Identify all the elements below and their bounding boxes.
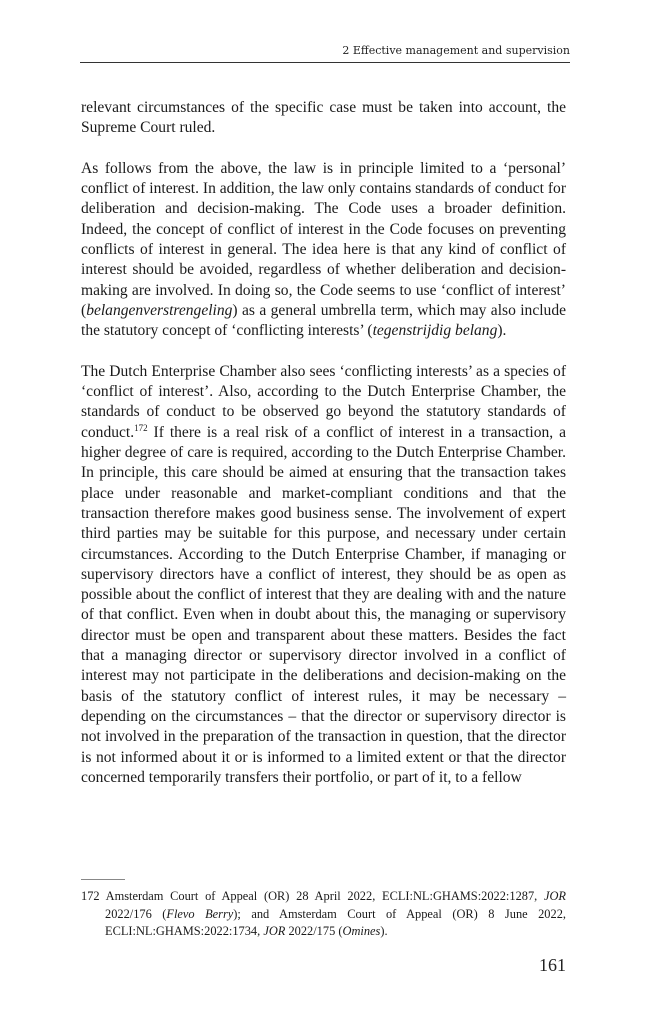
body-text — [81, 98, 566, 808]
italic-text: Omines — [342, 924, 381, 938]
running-head: 2 Effective management and supervision — [342, 44, 570, 57]
italic-text: JOR — [543, 889, 566, 903]
footnote: 172 Amsterdam Court of Appeal (OR) 28 April 2022, ECLI:NL:GHAMS:2022:1287, JOR 2022/176 (Flevo Berry); and Amsterdam Court of Appeal (OR) 8 June 2022, ECLI:NL:GHAMS:2022:1734, JOR 2022/175 (Omines). — [81, 889, 566, 938]
italic-text: Flevo Berry — [166, 906, 234, 921]
italic-text: belangenverstrengeling — [86, 301, 233, 319]
paragraph: relevant circumstances of the specific case must be taken into account, the Supreme Court ruled. — [81, 99, 566, 137]
paragraph: The Dutch Enterprise Chamber also sees ‘conflicting interests’ as a species of ‘conflict of interest’. Also, according to the Dutch Enterprise Chamber, the standards of conduct to be observed go beyond the statutory standards of conduct.$^{172}$ If there is a real risk of a conflict of interest in a transaction, a higher degree of care is required, according to the Dutch Enterprise Chamber. In principle, this care should be aimed at ensuring that the transaction takes place under reasonable and market-compliant conditions and that the transaction therefore makes good business sense. The involvement of expert third parties may be suitable for this purpose, and necessary under certain circumstances. According to the Dutch Enterprise Chamber, if managing or supervisory directors have a conflict of interest, they should be as open as possible about the conflict of interest that they are dealing with and the nature of that conflict. Even when in doubt about this, the managing or supervisory director must be open and transparent about these matters. Besides the fact that a managing director or supervisory director involved in a conflict of interest may not participate in the deliberations and decision-making on the basis of the statutory conflict of interest rules, it may be necessary – depending on the circumstances – that the director or supervisory director is not involved in the preparation of the transaction in question, that the director is not informed about it or is informed to a limited extent or that the director concerned temporarily transfers their portfolio, or part of it, to a fellow — [81, 362, 566, 786]
italic-text: JOR — [263, 924, 286, 938]
italic-text: tegenstrijdig belang — [372, 322, 498, 340]
page-header — [80, 44, 570, 63]
footnote-separator — [81, 879, 125, 880]
page-number: 161 — [539, 955, 566, 975]
paragraph: As follows from the above, the law is in principle limited to a ‘personal’ conflict of interest. In addition, the law only contains standards of conduct for deliberation and decision-making. The Code uses a broader definition. Indeed, the concept of conflict of interest in the Code focuses on preventing conflicts of interest in general. The idea here is that any kind of conflict of interest should be avoided, regardless of whether deliberation and decision-making are involved. In doing so, the Code seems to use ‘conflict of interest’ (belangenverstrengeling) as a general umbrella term, which may also include the statutory concept of ‘conflicting interests’ (tegenstrijdig belang). — [81, 159, 566, 340]
footnote-reference[interactable]: 172 — [134, 422, 148, 433]
